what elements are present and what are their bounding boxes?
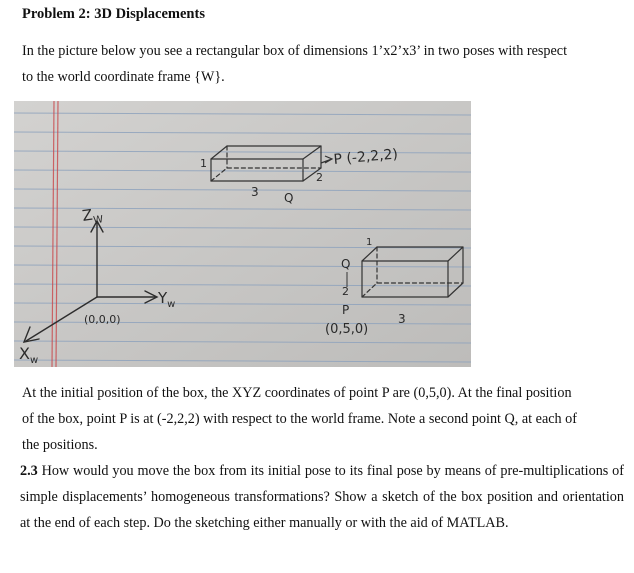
question-text: How would you move the box from its initial pose to its final pose by means of pre-multiplications of simple displacements’ homogeneous transformations? Show a sketch of the box position and orientation at the end of each step. Do the sketching either manually or with the aid of MATLAB. xyxy=(20,463,625,531)
init-dim-2: 2 xyxy=(342,285,349,298)
problem-title: Problem 2: 3D Displacements xyxy=(22,6,205,22)
box-sketch-photo xyxy=(14,101,471,367)
question-number: 2.3 xyxy=(20,463,38,479)
positions-line: At the initial position of the box, the XYZ coordinates of point P are (0,5,0). At the final position xyxy=(22,385,572,401)
notebook-paper xyxy=(14,101,471,367)
question-2-3 xyxy=(20,458,624,536)
intro-line: to the world coordinate frame {W}. xyxy=(22,69,225,85)
init-dim-1: 1 xyxy=(366,237,373,248)
final-dim-1: 1 xyxy=(200,157,207,170)
final-p-label: P (-2,2,2) xyxy=(332,146,399,168)
final-q-label: Q xyxy=(284,191,294,205)
x-axis-label: $X_w$ xyxy=(19,344,39,366)
sketch-canvas xyxy=(14,101,471,367)
positions-line: the positions. xyxy=(22,437,98,453)
init-q-label: Q xyxy=(341,257,351,271)
intro-line: In the picture below you see a rectangular box of dimensions 1’x2’x3’ in two poses with respect xyxy=(22,43,568,59)
positions-line: of the box, point P is at (-2,2,2) with respect to the world frame. Note a second point Q, at each of xyxy=(22,411,578,427)
origin-label: (0,0,0) xyxy=(84,313,121,326)
y-axis-label: $Y_w$ xyxy=(158,289,176,310)
final-dim-2: 2 xyxy=(316,171,323,184)
final-dim-3: 3 xyxy=(251,185,259,199)
z-axis-label: $Z_W$ xyxy=(81,205,104,227)
positions-paragraph xyxy=(22,380,622,458)
init-dim-3: 3 xyxy=(398,312,406,326)
intro-paragraph xyxy=(22,38,622,90)
init-p-label: P xyxy=(342,303,350,317)
init-p-coords: (0,5,0) xyxy=(325,322,369,337)
